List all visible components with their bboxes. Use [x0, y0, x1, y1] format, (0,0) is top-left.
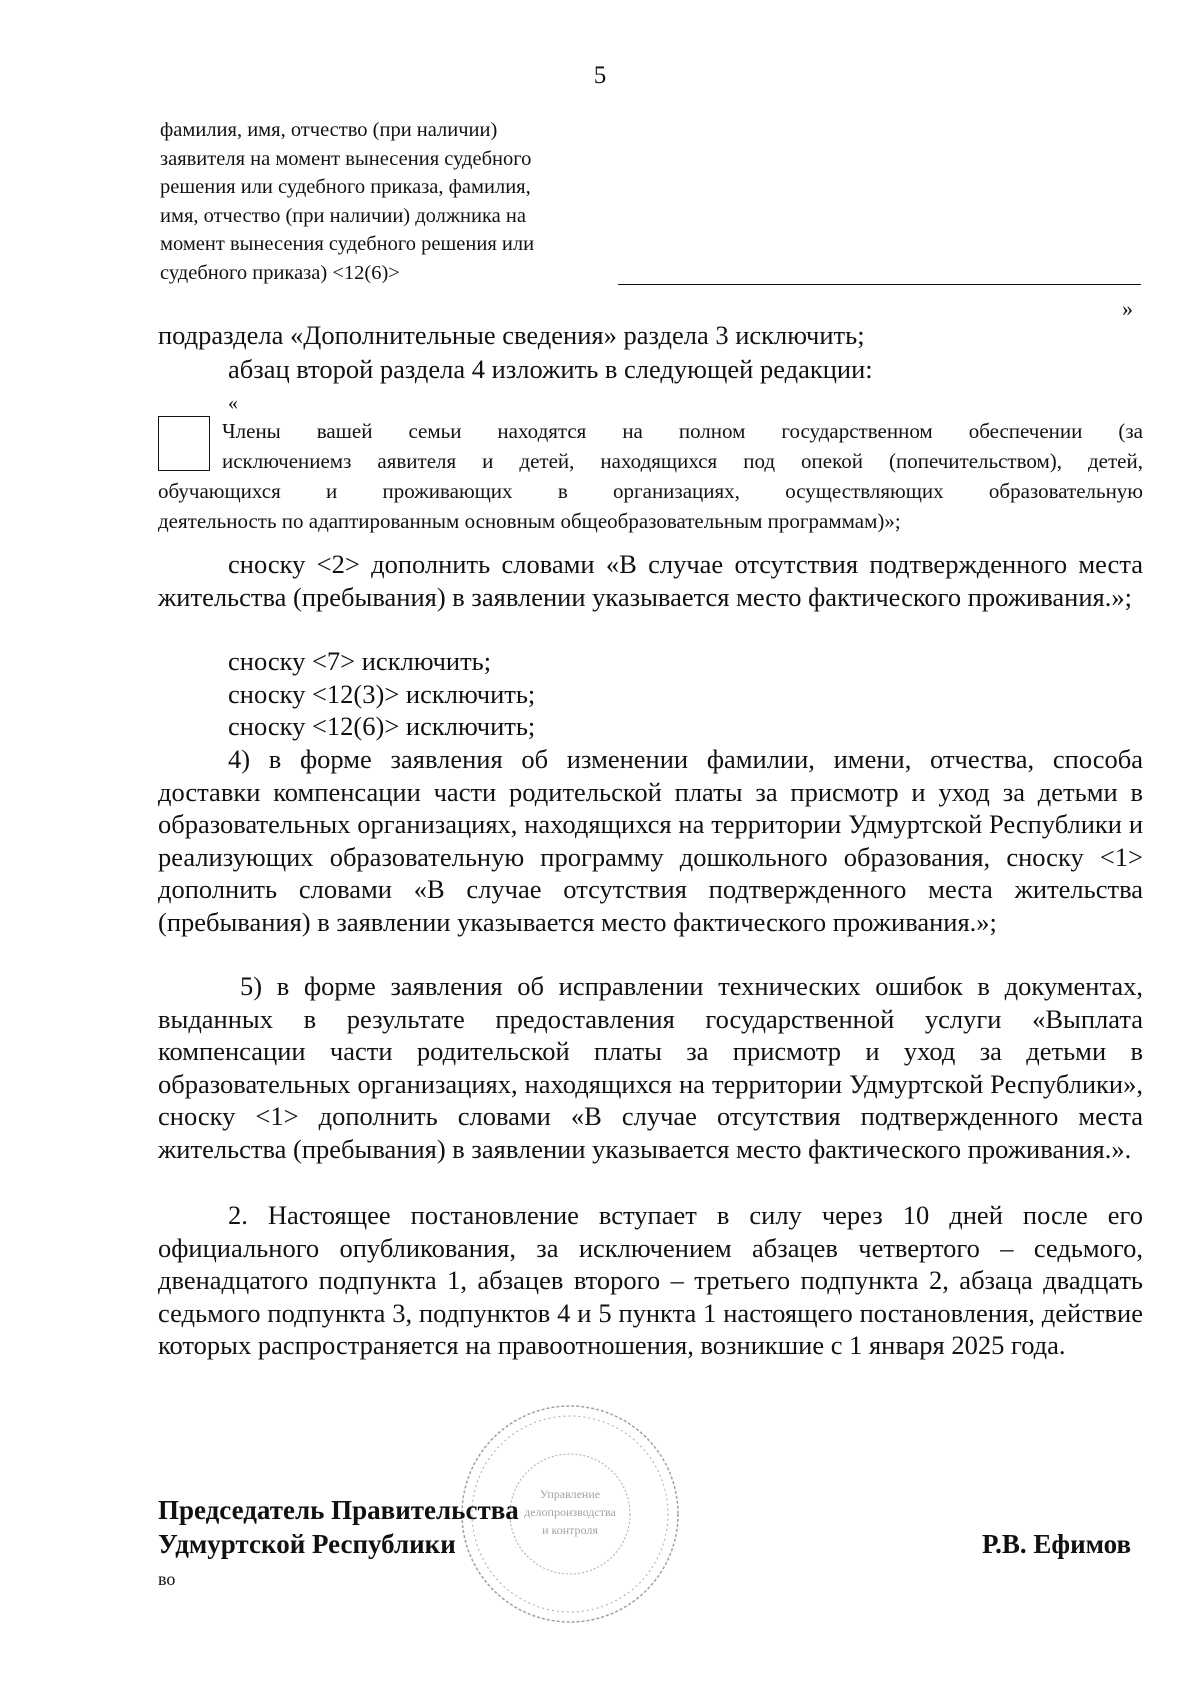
paragraph-item-5: 5) в форме заявления об исправлении технических ошибок в документах, выданных в результате предоставления государственной услуги «Выплата компенсации части родительской платы за присмотр и уход за детьми в образовательных организациях, находящихся на территории Удмуртской Республики», сноску <1> дополнить словами «В случае отсутствия подтвержденного места жительства (пребывания) в заявлении указывается место фактического проживания.». — [158, 971, 1143, 1164]
signatory-position-line: Председатель Правительства — [158, 1495, 519, 1525]
checkbox-text-line: обучающихся и проживающих в организациях, осуществляющих образовательную — [158, 479, 1143, 503]
page-number: 5 — [593, 62, 607, 89]
seal-text: Управление — [539, 1487, 601, 1501]
form-fill-line — [618, 284, 1141, 285]
paragraph-item-4: 4) в форме заявления об изменении фамилии, имени, отчества, способа доставки компенсации части родительской платы за присмотр и уход за детьми в образовательных организациях, находящихся на территории Удмуртской Республики и реализующих образовательную программу дошкольного образования, сноску <1> дополнить словами «В случае отсутствия подтвержденного места жительства (пребывания) в заявлении указывается место фактического проживания.»; — [158, 744, 1143, 937]
checkbox-text-line: исключениемз аявителя и детей, находящихся под опекой (попечительством), детей, — [222, 449, 1143, 473]
paragraph-footnote-2: сноску <2> дополнить словами «В случае отсутствия подтвержденного места жительства (пребывания) в заявлении указывается место фактического проживания.»; — [158, 549, 1143, 612]
paragraph-remove-subsection: подраздела «Дополнительные сведения» раздела 3 исключить; — [158, 320, 865, 350]
checkbox-text-line: Члены вашей семьи находятся на полном государственном обеспечении (за — [222, 419, 1143, 443]
seal-text: и контроля — [542, 1523, 598, 1537]
executor-mark: во — [158, 1569, 176, 1589]
signatory-position-line: Удмуртской Республики — [158, 1529, 456, 1559]
form-label-line: фамилия, имя, отчество (при наличии) — [160, 119, 498, 141]
signatory-name: Р.В. Ефимов — [982, 1529, 1132, 1559]
form-label-line: решения или судебного приказа, фамилия, — [160, 176, 531, 199]
form-label-line: заявителя на момент вынесения судебного — [160, 147, 532, 170]
form-label-line: имя, отчество (при наличии) должника на — [160, 204, 526, 227]
form-label-line: судебного приказа) <12(6)> — [160, 261, 400, 284]
form-field-label — [160, 116, 620, 288]
checkbox — [158, 416, 210, 471]
paragraph-effective-date: 2. Настоящее постановление вступает в силу через 10 дней после его официального опубликования, за исключением абзацев четвертого – седьмого, двенадцатого подпункта 1, абзацев второго – третьего подпункта 2, абзаца двадцать седьмого подпункта 3, подпунктов 4 и 5 пункта 1 настоящего постановления, действие которых распространяется на правоотношения, возникшие с 1 января 2025 года. — [158, 1200, 1143, 1360]
form-label-line: момент вынесения судебного решения или — [160, 233, 535, 256]
checkbox-text-line: деятельность по адаптированным основным общеобразовательным программам)»; — [158, 509, 901, 533]
seal-text: делопроизводства — [524, 1505, 616, 1519]
paragraph-footnote-12-3: сноску <12(3)> исключить; — [228, 679, 536, 709]
closing-quote: » — [1122, 296, 1133, 321]
paragraph-footnote-12-6: сноску <12(6)> исключить; — [228, 711, 536, 741]
paragraph-footnote-7: сноску <7> исключить; — [228, 646, 492, 676]
signatory-position — [158, 1493, 519, 1561]
paragraph-section4: абзац второй раздела 4 изложить в следующей редакции: — [228, 354, 873, 384]
opening-quote: « — [228, 392, 238, 414]
